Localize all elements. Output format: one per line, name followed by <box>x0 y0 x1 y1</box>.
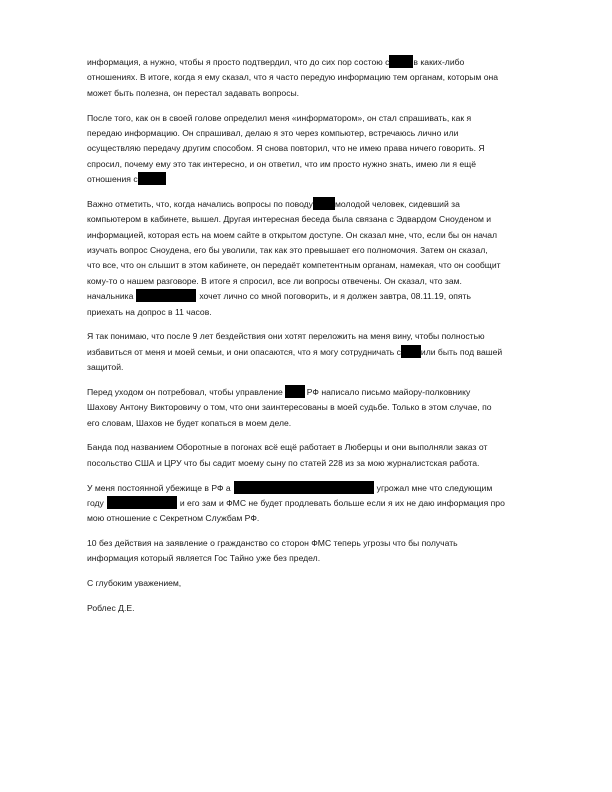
line-text: избавиться от меня и моей семьи, и они опасаются, что я могу сотрудничать с <box>87 346 401 357</box>
redaction-block <box>136 289 196 302</box>
text-line: что все, что он слышит в этом кабинете, он передаёт компетентным органам, намекая, что он сообщит <box>87 260 501 271</box>
line-text: году <box>87 497 104 508</box>
redaction-block <box>285 385 305 398</box>
text-line: отношениях. В итоге, когда я ему сказал, что я часто передую информацию тем органам, которым она <box>87 72 499 83</box>
line-text: молодой человек, сидевший за <box>334 198 460 209</box>
text-line: может быть полезна, он перестал задавать вопросы. <box>87 87 300 98</box>
text-line: После того, как он в своей голове определил меня «информатором», он стал спрашивать, как я <box>87 112 472 123</box>
closing-salutation <box>87 576 567 591</box>
text-line: Роблес Д.Е. <box>87 602 135 613</box>
redaction-block <box>234 481 374 494</box>
text-line: осуществляю передачу другим способом. Я снова повторил, что не имею права ничего говорить. Я <box>87 143 485 154</box>
text-line: посольство США и ЦРУ что бы садит моему сыну по статей 228 из за мою журналистская работа. <box>87 457 480 468</box>
line-text: угрожал мне что следующим <box>376 482 493 493</box>
text-line: защитой. <box>87 362 124 373</box>
text-line <box>87 385 567 400</box>
paragraph-1 <box>87 55 567 101</box>
text-line <box>87 172 567 187</box>
text-line: спросил, почему ему это так интересно, и он ответил, что им просто нужно знать, имею ли я ещё <box>87 158 477 169</box>
text-line: кому-то о нашем разговоре. В итоге я спросил, все ли вопросы отвечены. Он сказал, что зам. <box>87 275 462 286</box>
paragraph-4 <box>87 329 567 375</box>
text-line: его словам, Шахов не будет копаться в моем деле. <box>87 417 292 428</box>
text-line: С глубоким уважением, <box>87 578 182 589</box>
line-text: или быть под вашей <box>420 346 503 357</box>
paragraph-3 <box>87 197 567 320</box>
text-line <box>87 345 567 360</box>
text-line <box>87 55 567 70</box>
text-line: Банда под названием Оборотные в погонах всё ещё работает в Люберцы и они выполняли заказ от <box>87 442 488 453</box>
line-text: начальника <box>87 291 134 302</box>
text-line: Я так понимаю, что после 9 лет бездействия они хотят переложить на меня вину, чтобы полностью <box>87 331 485 342</box>
line-text: У меня постоянной убежище в РФ а <box>87 482 231 493</box>
line-text: хочет лично со мной поговорить, и я должен завтра, 08.11.19, опять <box>199 291 471 302</box>
text-line: Шахову Антону Викторовичу о том, что они заинтересованы в моей судьбе. Только в этом случае, по <box>87 402 492 413</box>
text-line: мою отношение с Секретном Службам РФ. <box>87 513 260 524</box>
redaction-block <box>389 55 413 68</box>
line-text: и его зам и ФМС не будет продлевать больше если я их не даю информация про <box>179 497 505 508</box>
letter-body <box>87 55 567 626</box>
text-line: передаю информацию. Он спрашивал, делаю я это через компьютер, встречаюсь лично или <box>87 127 459 138</box>
line-text: Важно отметить, что, когда начались вопросы по поводу <box>87 198 313 209</box>
line-text: Перед уходом он потребовал, чтобы управление <box>87 386 283 397</box>
redaction-block <box>107 496 177 509</box>
paragraph-7 <box>87 481 567 527</box>
line-text: информация, а нужно, чтобы я просто подтвердил, что до сих пор состою с <box>87 57 390 67</box>
line-text: в каких-либо <box>413 57 465 67</box>
line-text: отношения с <box>87 174 138 185</box>
text-line: информацией, которая есть на моем сайте в открытом доступе. Он сказал мне, что, если бы он начал <box>87 229 498 240</box>
text-line: изучать вопрос Сноудена, его бы уволили, так как это превышает его полномочия. Затем он сказал, <box>87 245 488 256</box>
redaction-block <box>313 197 335 210</box>
text-line <box>87 289 567 304</box>
text-line <box>87 481 567 496</box>
text-line <box>87 496 567 511</box>
paragraph-2 <box>87 111 567 188</box>
paragraph-6 <box>87 440 567 471</box>
redaction-block <box>401 345 421 358</box>
text-line: информация который является Гос Тайно уже без предел. <box>87 553 321 564</box>
redaction-block <box>138 172 166 185</box>
line-text: РФ написало письмо майору-полковнику <box>306 386 471 397</box>
text-line: 10 без действия на заявление о гражданство со сторон ФМС теперь угрозы что бы получать <box>87 538 458 549</box>
signature-name <box>87 601 567 616</box>
text-line: приехать на допрос в 11 часов. <box>87 306 212 317</box>
text-line <box>87 197 567 212</box>
paragraph-8 <box>87 536 567 567</box>
paragraph-5 <box>87 385 567 431</box>
text-line: компьютером в кабинете, вышел. Другая интересная беседа была связана с Эдвардом Сноуденом и <box>87 214 492 225</box>
